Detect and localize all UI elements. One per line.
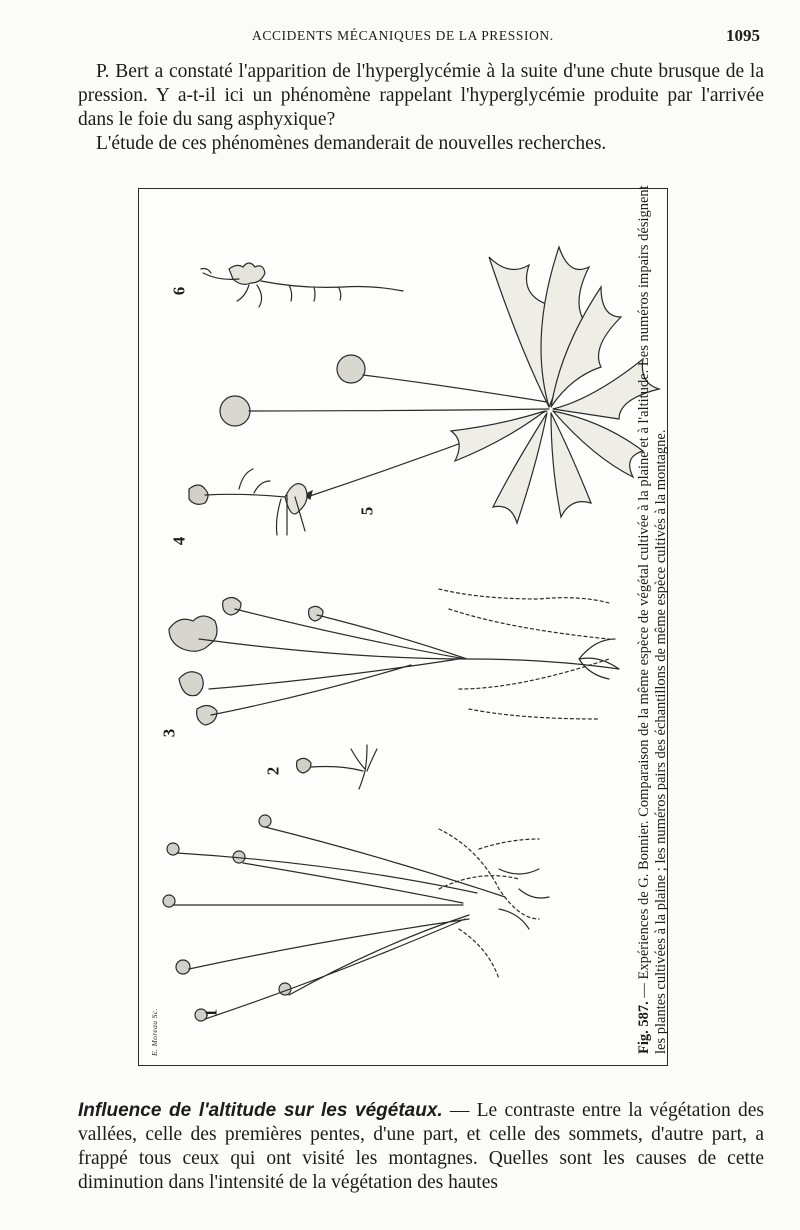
plant-number-6: 6 bbox=[169, 286, 189, 296]
intro-text bbox=[78, 60, 764, 156]
plant-6-drawing bbox=[201, 263, 403, 307]
plant-5-drawing bbox=[220, 247, 659, 523]
section-text: — Le contraste entre la végétation des vallées, celle des premières pentes, d'une part, et celle des sommets, d'autre part, a frappé tous ceux qui ont visité les montagnes. Quelles sont les causes de cette diminution dans l'intensité de la végétation des hautes bbox=[78, 1100, 764, 1193]
engraver-signature: E. Moreau Sc. bbox=[150, 1008, 159, 1056]
plant-number-4: 4 bbox=[169, 536, 189, 546]
plant-number-2: 2 bbox=[263, 766, 283, 776]
plant-number-5: 5 bbox=[357, 506, 377, 516]
plant-4-drawing bbox=[189, 469, 307, 535]
page-number: 1095 bbox=[726, 26, 760, 45]
plant-number-3: 3 bbox=[159, 728, 179, 738]
plant-3-drawing bbox=[169, 589, 619, 725]
plant-illustration bbox=[139, 189, 669, 1067]
plant-2-drawing bbox=[297, 745, 377, 789]
plant-number-1: 1 bbox=[201, 1008, 221, 1018]
section-heading: Influence de l'altitude sur les végétaux. bbox=[78, 1100, 443, 1121]
caption-text: — Expériences de G. Bonnier. Comparaison de la même espèce de végétal cultivée à la plaine et à l'altitude. Les numéros impairs désignent les plantes cultivées à la plaine ; les numéros pairs des échantillons de même espèce cultivés à la montagne. bbox=[636, 185, 669, 1054]
page-header bbox=[0, 26, 800, 50]
intro-paragraph-2: L'étude de ces phénomènes demanderait de nouvelles recherches. bbox=[96, 133, 607, 154]
intro-paragraph-1: P. Bert a constaté l'apparition de l'hyperglycémie à la suite d'une chute brusque de la pression. Y a-t-il ici un phénomène rappelant l'hyperglycémie produite par l'arrivée dans le foie du sang asphyxique? bbox=[78, 61, 764, 130]
section-paragraph bbox=[78, 1099, 764, 1195]
figure-587 bbox=[138, 188, 668, 1066]
plant-1-drawing bbox=[163, 815, 549, 1021]
figure-label: Fig. 587. bbox=[636, 1001, 652, 1054]
figure-caption bbox=[636, 184, 746, 1054]
running-title: ACCIDENTS MÉCANIQUES DE LA PRESSION. bbox=[252, 28, 554, 43]
